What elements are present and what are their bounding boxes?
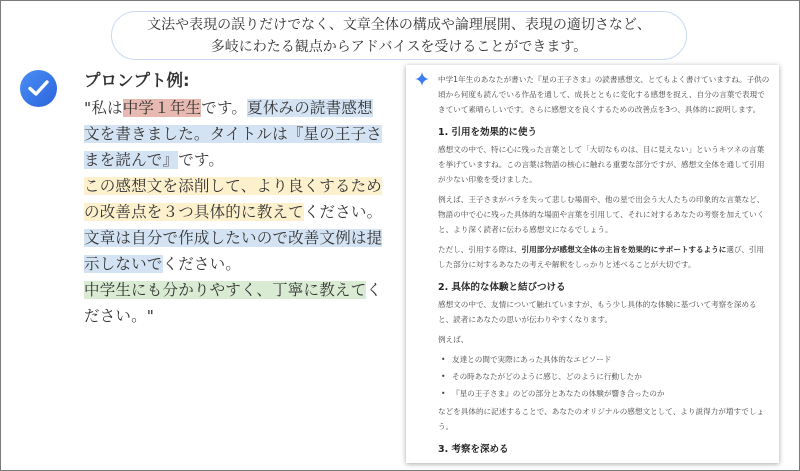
section-2-paragraph-2: 例えば、	[438, 335, 469, 344]
prompt-line	[84, 147, 404, 173]
prompt-text-segment: です。	[201, 99, 248, 117]
info-banner	[111, 11, 687, 60]
highlighted-text: まを読んで』	[84, 151, 179, 169]
text: ただし、引用する際は、	[438, 245, 522, 254]
section-2-title: 2. 具体的な体験と結びつける	[438, 282, 566, 293]
prompt-text-segment: ください。	[303, 203, 383, 221]
highlighted-text: の改善点を３つ具体的に教えて	[84, 203, 304, 221]
section-1-paragraph-2: 例えば、王子さまがバラを失って悲しむ場面や、他の星で出会う大人たちの印象的な言葉など、物語の中で心に残った具体的な場面や言葉を引用して、それに対するあなたの考察を加えていくと、より深く読者に伝わる感想文になるでしょう。	[438, 195, 765, 234]
check-circle-icon	[20, 70, 57, 107]
prompt-example	[84, 69, 404, 329]
list-item: • 友達との間で実際にあった具体的なエピソード	[438, 352, 771, 367]
prompt-line	[84, 277, 404, 303]
banner-line-1: 文法や表現の誤りだけでなく、文章全体の構成や論理展開、表現の適切さなど、	[147, 17, 651, 33]
list-item: • 『星の王子さま』のどの部分とあなたの体験が響き合ったのか	[438, 386, 771, 401]
text: 選び、引用した部分に対するあなたの考えや解釈をしっかりと述べることが大切です。	[438, 245, 765, 269]
section-1-paragraph-3	[438, 242, 771, 272]
prompt-line	[84, 121, 404, 147]
highlighted-text: 示しないで	[84, 255, 163, 273]
prompt-line	[84, 199, 404, 225]
prompt-line	[84, 251, 404, 277]
highlighted-text: 文章は自分で作成したいので改善文例は提	[84, 229, 383, 247]
section-2-paragraph-3: などを具体的に記述することで、あなたのオリジナルの感想文として、より説得力が増すでしょう。	[438, 407, 765, 431]
response-panel	[406, 65, 779, 463]
list-item: • その時あなたがどのように感じ、どのように行動したか	[438, 369, 771, 384]
highlighted-text: この感想文を添削して、より良くするため	[84, 177, 382, 195]
prompt-text-segment: "私は	[84, 99, 123, 117]
prompt-text-segment: ださい。"	[84, 307, 155, 325]
section-1-paragraph-1: 感想文の中で、特に心に残った言葉として「大切なものは、目に見えない」というキツネの言葉を挙げていますね。この言葉は物語の核心に触れる重要な部分ですが、感想文全体を通して引用が少ない印象を受けました。	[438, 145, 765, 184]
prompt-text	[84, 95, 404, 329]
prompt-line	[84, 95, 404, 121]
gemini-sparkle-icon	[415, 72, 429, 86]
prompt-line	[84, 303, 404, 329]
section-2-paragraph-1: 感想文の中で、友情について触れていますが、もう少し具体的な体験に基づいて考察を深めると、読者にあなたの思いが伝わりやすくなります。	[438, 300, 757, 324]
section-1-title: 1. 引用を効果的に使う	[438, 127, 538, 138]
prompt-line	[84, 225, 404, 251]
highlighted-text: 中学生にも分かりやすく、丁寧に教えて	[84, 281, 367, 299]
prompt-line	[84, 173, 404, 199]
prompt-text-segment: く	[366, 281, 382, 299]
section-3-title: 3. 考察を深める	[438, 444, 509, 455]
prompt-title: プロンプト例:	[84, 71, 190, 90]
banner-line-2: 多岐にわたる観点からアドバイスを受けることができます。	[210, 39, 588, 55]
prompt-text-segment: ください。	[162, 255, 242, 273]
highlighted-text: 夏休みの読書感想	[247, 99, 373, 117]
section-2-list	[438, 352, 771, 401]
highlighted-text: 文を書きました。タイトルは『星の王子さ	[84, 125, 382, 143]
response-intro: 中学1年生のあなたが書いた『星の王子さま』の読書感想文、とてもよく書けていますね。子供の頃から何度も読んでいる作品を通して、成長とともに変化する感想を捉え、自分の言葉で表現できていて素晴らしいです。さらに感想文を良くするための改善点を3つ、具体的に説明します。	[438, 75, 770, 114]
prompt-text-segment: です。	[178, 151, 225, 169]
highlighted-text: 中学１年生	[122, 99, 202, 117]
bold-text: 引用部分が感想文全体の主旨を効果的にサポートするように	[521, 245, 727, 254]
